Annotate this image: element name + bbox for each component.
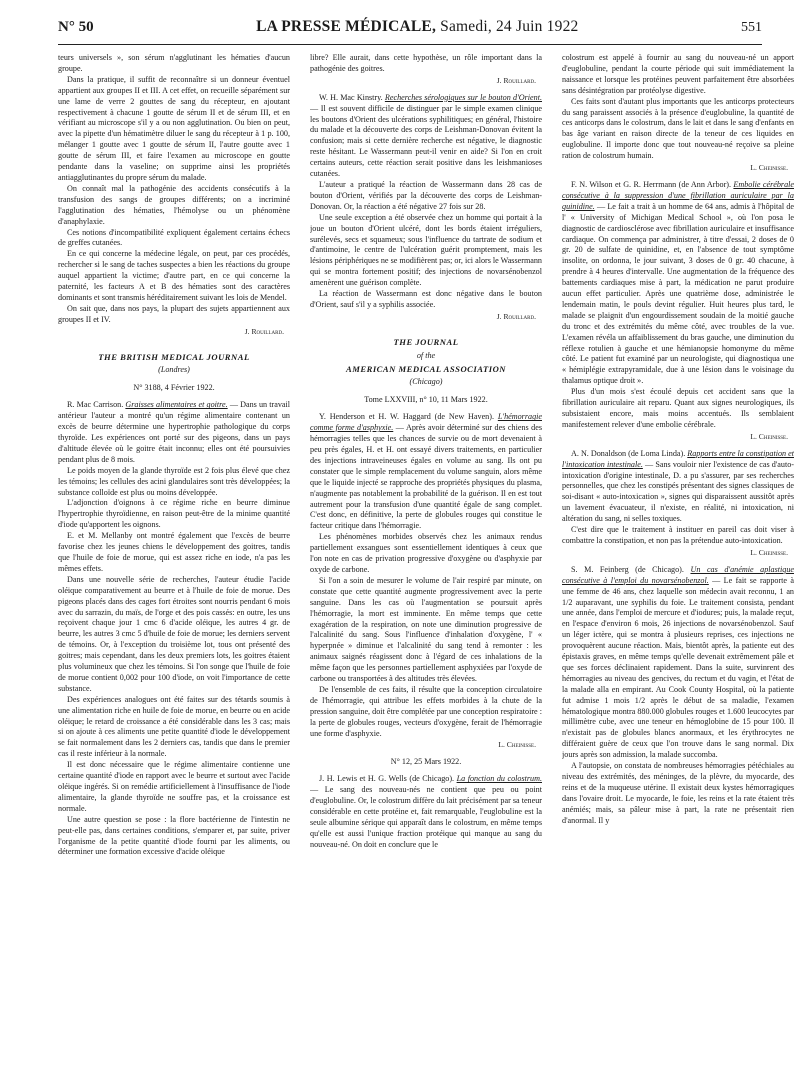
publication-date: Samedi, 24 Juin 1922 (440, 18, 579, 35)
abstract-title: Un cas d'anémie aplastique consécutive à l'emploi du novarsénobenzol. (562, 564, 794, 585)
paragraph: Les phénomènes morbides observés chez les animaux rendus partiellement exsangues sont essentiellement identiques à ceux que l'on note en cas de privation progressive d'oxygène ou d'asphyxie par oxyde de carbone. (310, 532, 542, 574)
abstract-entry (310, 412, 542, 532)
author-signature: J. Rouillard. (244, 326, 284, 336)
column-left (58, 53, 290, 1076)
abstract-author: J. H. Lewis et H. G. Wells (de Chicago). (319, 774, 455, 784)
paragraph: L'auteur a pratiqué la réaction de Wassermann dans 28 cas de bouton d'Orient, vérifiés par la découverte des corps de Leishman-Donovan. Or, la réaction a été négative 27 fois sur 28. (310, 179, 542, 211)
abstract-entry (562, 449, 794, 525)
issue-number: N° 50 (58, 19, 94, 35)
paragraph: Le poids moyen de la glande thyroïde est 2 fois plus élevé que chez les témoins; les cellules des acini glandulaires sont très développées; la substance colloïde est plus ou moins développée. (58, 465, 290, 497)
page-number: 551 (741, 20, 762, 35)
paragraph: Une autre question se pose : la flore bactérienne de l'intestin ne peut-elle pas, dans certaines conditions, s'emparer et, par suite, priver l'organisme de la petite quantité d'iode fourni par les aliments, ou déterminer une formation excessive d'acide oléique (58, 814, 290, 857)
paragraph: En ce qui concerne la médecine légale, on peut, par ces procédés, rechercher si le sang de taches suspectes a bien les réactions du groupe auquel appartient la victime; d'autre part, en ce qui concerne la paternité, les facteurs A et B des hématies sont des caractères dominants et sont transmis héréditairement suivant les lois de Mendel. (58, 249, 290, 302)
journal-heading-name: AMERICAN MEDICAL ASSOCIATION (346, 363, 506, 374)
abstract-author: F. N. Wilson et G. R. Herrmann (de Ann Arbor). (571, 179, 732, 189)
abstract-author: R. Mac Carrison. (67, 400, 124, 410)
author-signature: J. Rouillard. (496, 75, 536, 85)
paragraph: colostrum est appelé à fournir au sang du nouveau-né un apport d'euglobuline, pendant la courte période qui suit immédiatement la naissance et lorsque les protéines peuvent parfaitement être absorbées sans désintégration par protéolyse digestive. (562, 53, 794, 95)
column-middle (310, 53, 542, 1076)
author-signature: L. Cheinisse. (498, 740, 536, 750)
paragraph: Si l'on a soin de mesurer le volume de l'air respiré par minute, on constate que cette quantité augmente progressivement avec la perte sanguine. Dans les cas où l'augmentation se poursuit après l'hémorragie, la mort est imminente. En même temps que cette exagération de la respiration, on note une diminution progressive de l'alcalinité du sang. Sous l'influence d'inhalation d'oxygène, l' « hyperpnée » diminue et l'alcalinité du sang tend à remonter : les animaux saignés réagissent donc à l'égard de ces inhalations de la même façon que les personnes partiellement asphyxiées par l'oxyde de carbone ou transportées à des altitudes très élevées. (310, 575, 542, 684)
abstract-author: A. N. Donaldson (de Loma Linda). (571, 448, 686, 458)
abstract-text: — Après avoir déterminé sur des chiens des hémorragies telles que les chances de survie ou de mort devenaient à peu près égales, H. et H. ont essayé divers traitements, en particulier des injections intraveineuses égales en volume au sang. Ils ont pu constater que le simple remplacement du volume sanguin, alors même que le liquide injecté se rapproche des propriétés physiques du plasma, n'augmente pas notablement la probabilité de la guérison. Il en est tout autrement pour la transfusion d'une quantité égale de sang complet. C'est donc, en définitive, la perte de globules rouges qui constitue le facteur critique dans l'hémorragie. (310, 423, 542, 531)
abstract-title: L'hémorragie comme forme d'asphyxie. (310, 412, 542, 433)
paragraph: Dans la pratique, il suffit de reconnaître si un donneur éventuel appartient aux groupes II et III. A cet effet, on recueille séparément sur une lame de verre 2 gouttes de sang du récepteur, en ajoutant respectivement à chacune 1 goutte de sérum II et de sérum III, et en vérifiant au microscope s'il y a ou non agglutination. Ou bien on peut, avec la pipette d'un hématimètre diluer le sang du récepteur à 1 p. 100, mélanger 1 goutte avec 1 goutte de sérum II, l'autre goutte avec 1 goutte de sérum III, et faire l'examen au microscope en goutte pendante dans la vaseline; on supprime ainsi les propriétés antiagglutinantes du propre sérum du malade. (58, 74, 290, 182)
abstract-text: — Dans un travail antérieur l'auteur a montré qu'un régime alimentaire contenant un excès de beurre détermine une hypertrophie pathologique du corps thyroïde. Les expériences ont porté sur des pigeons, dans un pays d'altitude élevée où le goitre était inconnu; elles ont été poursuivies pendant plus de 8 mois. (58, 400, 290, 464)
paragraph: A l'autopsie, on constata de nombreuses hémorragies pétéchiales au niveau des extrémités, des méninges, de la plèvre, du myocarde, des reins et de la muqueuse utérine. Il existait deux kystes hémorragiques dans l'ovaire droit. Le myocarde, le foie, les reins et la rate étaient très anémiés; mais, sa pâleur mise à part, la rate ne présentait rien d'anormal. Il y (562, 761, 794, 825)
journal-issue: N° 12, 25 Mars 1922. (390, 757, 462, 767)
journal-issue: Tome LXXVIII, n° 10, 11 Mars 1922. (364, 395, 488, 405)
journal-issue: N° 3188, 4 Février 1922. (133, 383, 215, 393)
paragraph: On sait que, dans nos pays, la plupart des sujets appartiennent aux groupes II et IV. (58, 303, 290, 324)
abstract-text: — Sans vouloir nier l'existence de cas d'auto-intoxication d'origine intestinale, D. a pu s'assurer, par ses recherches personnelles, que chez les constipés présentant des signes classiques de soi-disant « auto-intoxication », signes qui disparaissent aussitôt après un lavement évacuateur, il n'existe, en réalité, ni intoxication, ni altération du sang, ni selles toxiques. (562, 459, 794, 524)
paragraph: L'adjonction d'oignons à ce régime riche en beurre diminue l'hypertrophie thyroïdienne, en raison peut-être de la minime quantité d'iode qu'apportent les oignons. (58, 498, 290, 530)
journal-city: (Londres) (158, 365, 190, 375)
abstract-author: W. H. Mac Kinstry. (319, 92, 383, 102)
abstract-text: — Il est souvent difficile de distinguer par le simple examen clinique les boutons d'Orient des ulcérations syphilitiques; en général, l'histoire du malade et la découverte des corps de Leishman-Donovan évitent la confusion; mais si cette dernière recherche est négative, le diagnostic reste hésitant. Le Wassermann peut-il venir en aide? Si l'on en croit certains auteurs, cette réaction serait positive dans les leishmanioses cutanées. (310, 103, 542, 179)
abstract-title: Graisses alimentaires et goitre. (125, 400, 228, 410)
abstract-title: Recherches sérologiques sur le bouton d'Orient. (384, 92, 542, 102)
paragraph: Il est donc nécessaire que le régime alimentaire contienne une certaine quantité d'iode en rapport avec le beurre et surtout avec l'acide oléique ingérés. Si on remédie artificiellement à l'insuffisance de l'iode alimentaire, la glande thyroïde ne souffre pas, et la croissance est normale. (58, 760, 290, 813)
author-signature: L. Cheinisse. (750, 163, 788, 173)
author-signature: J. Rouillard. (496, 311, 536, 321)
abstract-text: — Le fait se rapporte à une femme de 46 ans, chez laquelle son médecin avait reconnu, 1 an 1/2 auparavant, une syphilis du foie. Le traitement consista, pendant une année, dans l'emploi de mercure et d'iodures; puis, la malade reçut, en l'espace d'environ 6 mois, 26 injections de novarsénobenzol. Sauf un léger ictère, qui se montra à plusieurs reprises, ces injections ne provoquèrent aucune réaction. Mais, bientôt après, la patiente eut des épistaxis graves, en même temps qu'elle devenait extrêmement pâle et que ses forces déclinaient rapidement. Dans la suite, survinrent des hémorragies au niveau des gencives, du rectum et du vagin, et l'état de la malade alla en empirant. Au Cook County Hospital, où la patiente fut admise 1 mois 1/2 après le début de sa maladie, l'examen hématologique montra 880.000 globules rouges et 1.600 leucocytes par millimètre cube, avec une teneur en hémoglobine de 15 pour 100. Il n'existait pas de globules blancs anormaux, et les érythrocytes ne différaient guère de ceux que l'on trouve dans le sang normal. Dix jours après son admission, la malade succomba. (562, 575, 794, 760)
column-right (562, 53, 794, 1076)
paragraph: Des expériences analogues ont été faites sur des tétards soumis à une alimentation riche en huile de foie de morue, en beurre ou en acide oléique; le retard de croissance a été considérable dans les 3 cas; mais si on ajoute à ces aliments une petite quantité d'iode le développement se fait normalement dans les 2 derniers cas, tandis que dans le premier cas il reste inférieur à la normale. (58, 694, 290, 759)
paragraph: Ces notions d'incompatibilité expliquent également certains échecs de greffes cutanées. (58, 227, 290, 248)
paragraph: La réaction de Wassermann est donc négative dans le bouton d'Orient, sauf s'il y a syphilis associée. (310, 289, 542, 309)
page-header (58, 18, 762, 45)
paragraph: On connaît mal la pathogénie des accidents consécutifs à la transfusion des sangs de groupes différents; on a incriminé l'agglutination des hématies, l'hémolyse ou un phénomène d'anaphylaxie. (58, 183, 290, 226)
journal-city: (Chicago) (409, 377, 443, 387)
author-signature: L. Cheinisse. (750, 547, 788, 557)
publication-title (256, 18, 578, 36)
abstract-text: — Le fait a trait à un homme de 64 ans, admis à l'hôpital de l' « University of Michigan Medical School », où l'on posa le diagnostic de cardiosclérose avec fibrillation auriculaire et insuffisance cardiaque. On commença par administrer, à titre d'essai, 2 doses de 0 gr. 20 de sulfate de quinidine, et, en l'absence de tout symptôme insolite, on ordonna, le jour suivant, 3 doses de 0 gr. 40 chacune, à prendre à 4 heures d'intervalle. Une augmentation de la fréquence des battements cardiaques mise à part, la médication ne parut produire aucun effet particulier. Après une quatrième dose, administrée le lendemain matin, le pouls devint régulier. Huit heures plus tard, le malade se plaignit d'un engourdissement soudain de la moitié gauche du tronc et des extrémités du même côté, avec troubles de la vue. L'examen révéla un affaiblissement du bras gauche, une diminution du réflexe rotulien à gauche et une hémianopsie homonyme du même côté. Le patient fut examiné par un neurologiste, qui diagnostiqua une « hémiplégie extrapyramidale, due à une lésion dans le voisinage du thalamus optique droit ». (562, 201, 794, 386)
abstract-entry (310, 93, 542, 180)
paragraph: Plus d'un mois s'est écoulé depuis cet accident sans que la fibrillation auriculaire ait reparu. Quant aux signes neurologiques, ils subsistaient encore, mais moins accentués. Ils semblaient manifestement relever d'une embolie cérébrale. (562, 387, 794, 429)
paragraph: teurs universels », son sérum n'agglutinant les hématies d'aucun groupe. (58, 53, 290, 73)
abstract-author: S. M. Feinberg (de Chicago). (571, 564, 684, 574)
paragraph: E. et M. Mellanby ont montré également que l'excès de beurre favorise chez les jeunes chiens le développement des goitres, tandis que l'huile de foie de morue, qui est assez riche en iode, n'a pas les mêmes effets. (58, 531, 290, 573)
paragraph: libre? Elle aurait, dans cette hypothèse, un rôle important dans la pathogénie des goitres. (310, 53, 542, 73)
abstract-text: — Le sang des nouveau-nés ne contient que peu ou point d'euglobuline. Or, le colostrum diffère du lait précisément par sa teneur considérable en cette protéine et, fait remarquable, l'euglobuline est la seule albumine sérique qui apparaît dans le colostrum, en même temps qu'elle est aussi l'unique fraction protéique qui manque au sang du nouveau-né. On doit en conclure que le (310, 785, 542, 849)
author-signature: L. Cheinisse. (750, 431, 788, 441)
abstract-title: Embolie cérébrale consécutive à la suppression d'une fibrillation auriculaire par la quinidine. (562, 179, 794, 211)
abstract-entry (58, 400, 290, 465)
paragraph: Une seule exception a été observée chez un homme qui portait à la joue un bouton d'Orient ulcéré, dont les bords étaient irréguliers, surélevés, secs et squameux; sous l'influence du tartrate de sodium et d'antimoine, le centre de l'ulcération guérit promptement, mais les lésions périphériques ne se modifièrent pas; or, ici alors le Wassermann qui se montra fortement positif; des injections de novarsénobenzol amenèrent une guérison complète. (310, 212, 542, 288)
paragraph: C'est dire que le traitement à instituer en pareil cas doit viser à combattre la constipation, et non pas la prétendue auto-intoxication. (562, 525, 794, 545)
masthead-title: LA PRESSE MÉDICALE, (256, 18, 437, 35)
abstract-title: La fonction du colostrum. (456, 774, 542, 784)
abstract-entry (562, 565, 794, 761)
abstract-entry (562, 180, 794, 387)
journal-heading-of: of the (416, 350, 436, 360)
journal-heading: THE JOURNAL (393, 336, 459, 347)
abstract-title: Rapports entre la constipation et l'intoxication intestinale. (562, 448, 794, 469)
paragraph: Ces faits sont d'autant plus importants que les anticorps protecteurs du sang paraissent associés à la présence d'euglobuline, la quantité de ces anticorps dans le colostrum, dans le lait et dans le sang d'enfants en bas âge variant en raison directe de la teneur de ces liquides en euglobuline. Il importe donc que tout nouveau-né reçoive sa pleine ration de colostrum humain. (562, 96, 794, 161)
paragraph: Dans une nouvelle série de recherches, l'auteur étudie l'acide oléique comparativement au beurre et à l'huile de foie de morue. Des pigeons placés dans des cages fort étroites sont nourris pendant 6 mois avec du sarrazin, du maïs, de l'orge et des pois cassés: en outre, les uns reçoivent chaque jour 1 cmc 6 d'acide oléique, les autres 4 gr. de beurre, les autres 3 cmc 5 d'huile de foie de morue; les derniers servent de témoins. Or, à l'exception du troisième lot, tous ont présenté des goitres; mais cependant, dans les deux premiers lots, les goitres étaient plus volumineux que chez les témoins. Si l'on songe que l'huile de foie de morue contient 0,002 pour 100 d'iode, on voit l'importance de cette substance. (58, 574, 290, 693)
paragraph: De l'ensemble de ces faits, il résulte que la conception circulatoire de l'hémorragie, qui attribue les effets morbides à la chute de la pression sanguine, doit être complétée par une conception respiratoire : la perte de globules rouges, vecteurs d'oxygène, ferait de l'hémorragie une forme d'asphyxie. (310, 684, 542, 738)
journal-heading: THE BRITISH MEDICAL JOURNAL (98, 351, 250, 362)
abstract-entry (310, 774, 542, 850)
abstract-author: Y. Henderson et H. W. Haggard (de New Haven). (319, 412, 494, 422)
